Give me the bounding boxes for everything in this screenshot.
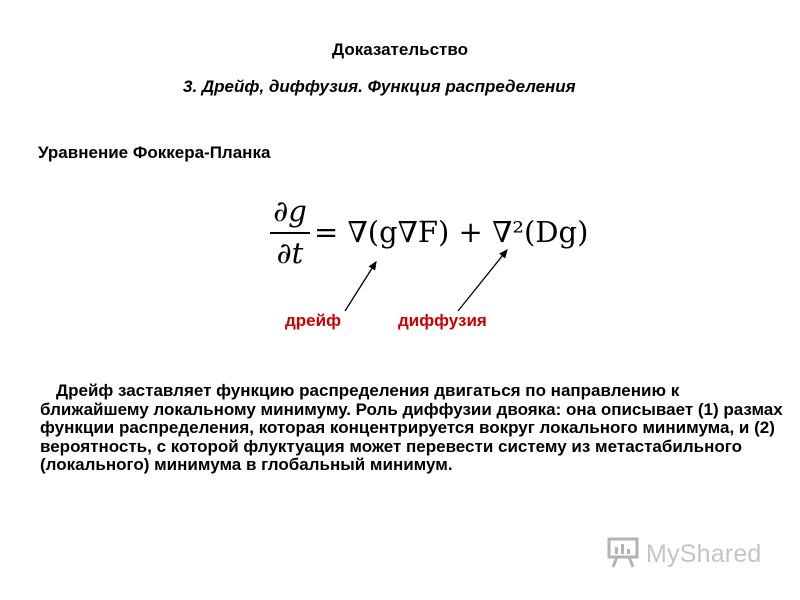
fraction-bar (270, 232, 310, 234)
watermark (606, 536, 762, 572)
formula-rhs-text: = ∇(g∇F) + ∇²(Dg) (314, 215, 589, 249)
fraction-denominator: ∂t (276, 236, 304, 270)
equation-heading: Уравнение Фоккера-Планка (38, 143, 271, 162)
formula-right-hand-side (314, 213, 588, 251)
slide-subtitle: 3. Дрейф, диффузия. Функция распределения (183, 77, 576, 96)
explanation-paragraph (40, 382, 785, 475)
presentation-board-icon (606, 535, 640, 574)
watermark-text: MyShared (646, 539, 762, 568)
diffusion-label: диффузия (398, 311, 487, 330)
fokker-planck-formula (268, 196, 613, 276)
fraction-numerator: ∂g (273, 194, 307, 228)
explanation-text: Дрейф заставляет функцию распределения двигаться по направлению к ближайшему локальному минимуму. Роль диффузии двояка: она описывает (1) размах функции распределения, которая концентрируется вокруг локального минимума, и (2) вероятность, с которой флуктуация может перевести систему из метастабильного (локального) минимума в глобальный минимум. (40, 381, 783, 474)
slide-title: Доказательство (332, 40, 468, 59)
drift-label: дрейф (285, 311, 341, 330)
